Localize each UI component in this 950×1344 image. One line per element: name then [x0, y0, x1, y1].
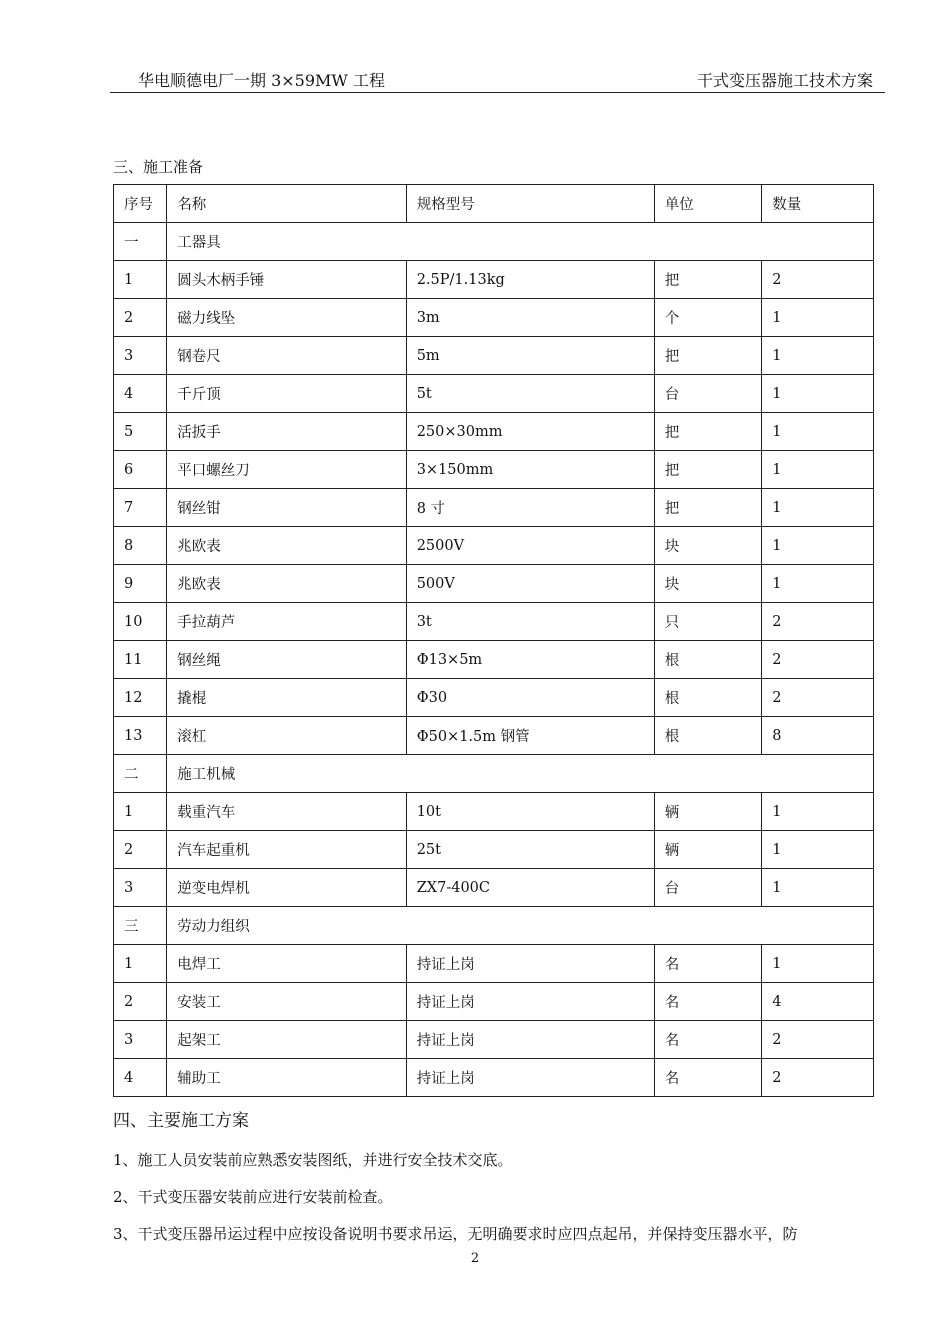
table-row — [114, 337, 874, 375]
cell-name: 滚杠 — [167, 717, 406, 755]
cell-qty: 1 — [762, 527, 874, 565]
cell-unit: 把 — [654, 413, 762, 451]
table-group-row — [114, 907, 874, 945]
cell-no: 6 — [114, 451, 167, 489]
table-row — [114, 527, 874, 565]
cell-spec: 持证上岗 — [406, 945, 654, 983]
table-row — [114, 299, 874, 337]
cell-no: 11 — [114, 641, 167, 679]
cell-name: 辅助工 — [167, 1059, 406, 1097]
cell-no: 1 — [114, 945, 167, 983]
table-row — [114, 375, 874, 413]
cell-unit: 块 — [654, 565, 762, 603]
cell-no: 8 — [114, 527, 167, 565]
cell-spec: 5t — [406, 375, 654, 413]
cell-name: 磁力线坠 — [167, 299, 406, 337]
group-number: 一 — [114, 223, 167, 261]
table-group-row — [114, 223, 874, 261]
cell-qty: 2 — [762, 603, 874, 641]
cell-qty: 2 — [762, 1021, 874, 1059]
cell-spec: Φ30 — [406, 679, 654, 717]
cell-qty: 1 — [762, 869, 874, 907]
cell-qty: 1 — [762, 793, 874, 831]
cell-qty: 4 — [762, 983, 874, 1021]
page-header — [110, 66, 885, 93]
cell-no: 7 — [114, 489, 167, 527]
cell-unit: 只 — [654, 603, 762, 641]
cell-qty: 1 — [762, 945, 874, 983]
table-row — [114, 945, 874, 983]
cell-spec: 10t — [406, 793, 654, 831]
cell-qty: 1 — [762, 413, 874, 451]
cell-unit: 把 — [654, 451, 762, 489]
cell-name: 千斤顶 — [167, 375, 406, 413]
cell-no: 2 — [114, 299, 167, 337]
cell-qty: 2 — [762, 641, 874, 679]
cell-name: 平口螺丝刀 — [167, 451, 406, 489]
cell-unit: 把 — [654, 261, 762, 299]
cell-qty: 1 — [762, 831, 874, 869]
header-cell-name: 名称 — [167, 185, 406, 223]
cell-unit: 名 — [654, 945, 762, 983]
table-row — [114, 869, 874, 907]
table-row — [114, 983, 874, 1021]
cell-unit: 把 — [654, 489, 762, 527]
group-title: 劳动力组织 — [167, 907, 874, 945]
table-row — [114, 831, 874, 869]
cell-name: 钢卷尺 — [167, 337, 406, 375]
cell-spec: 3×150mm — [406, 451, 654, 489]
cell-name: 圆头木柄手锤 — [167, 261, 406, 299]
header-cell-spec: 规格型号 — [406, 185, 654, 223]
section-3-title: 三、施工准备 — [113, 158, 204, 176]
header-cell-unit: 单位 — [654, 185, 762, 223]
cell-name: 钢丝绳 — [167, 641, 406, 679]
group-title: 工器具 — [167, 223, 874, 261]
cell-spec: 持证上岗 — [406, 1059, 654, 1097]
cell-no: 3 — [114, 1021, 167, 1059]
cell-unit: 名 — [654, 1059, 762, 1097]
page-number: 2 — [470, 1251, 480, 1266]
table-row — [114, 603, 874, 641]
cell-unit: 台 — [654, 869, 762, 907]
cell-no: 2 — [114, 831, 167, 869]
cell-spec: 3t — [406, 603, 654, 641]
table-header-row — [114, 185, 874, 223]
cell-no: 5 — [114, 413, 167, 451]
cell-spec: Φ13×5m — [406, 641, 654, 679]
cell-spec: 8 寸 — [406, 489, 654, 527]
cell-name: 汽车起重机 — [167, 831, 406, 869]
paragraph-3: 3、干式变压器吊运过程中应按设备说明书要求吊运，无明确要求时应四点起吊，并保持变压器水平，防 — [113, 1225, 798, 1243]
cell-no: 1 — [114, 261, 167, 299]
cell-qty: 1 — [762, 489, 874, 527]
table-row — [114, 261, 874, 299]
table-group-row — [114, 755, 874, 793]
cell-no: 12 — [114, 679, 167, 717]
table-row — [114, 641, 874, 679]
table-row — [114, 413, 874, 451]
table-row — [114, 1021, 874, 1059]
cell-unit: 个 — [654, 299, 762, 337]
cell-qty: 8 — [762, 717, 874, 755]
cell-name: 电焊工 — [167, 945, 406, 983]
cell-unit: 块 — [654, 527, 762, 565]
cell-name: 兆欧表 — [167, 565, 406, 603]
section-4-title: 四、主要施工方案 — [113, 1111, 249, 1131]
cell-no: 10 — [114, 603, 167, 641]
cell-qty: 2 — [762, 679, 874, 717]
cell-no: 4 — [114, 375, 167, 413]
group-number: 二 — [114, 755, 167, 793]
cell-qty: 1 — [762, 337, 874, 375]
cell-name: 兆欧表 — [167, 527, 406, 565]
cell-spec: 持证上岗 — [406, 1021, 654, 1059]
cell-name: 钢丝钳 — [167, 489, 406, 527]
cell-spec: Φ50×1.5m 钢管 — [406, 717, 654, 755]
cell-name: 载重汽车 — [167, 793, 406, 831]
cell-spec: 5m — [406, 337, 654, 375]
cell-spec: 2500V — [406, 527, 654, 565]
cell-name: 起架工 — [167, 1021, 406, 1059]
cell-unit: 名 — [654, 983, 762, 1021]
cell-name: 活扳手 — [167, 413, 406, 451]
cell-spec: ZX7-400C — [406, 869, 654, 907]
cell-unit: 根 — [654, 641, 762, 679]
cell-name: 安装工 — [167, 983, 406, 1021]
cell-no: 1 — [114, 793, 167, 831]
cell-unit: 名 — [654, 1021, 762, 1059]
cell-no: 3 — [114, 337, 167, 375]
cell-no: 13 — [114, 717, 167, 755]
paragraph-1: 1、施工人员安装前应熟悉安装图纸，并进行安全技术交底。 — [113, 1151, 513, 1169]
cell-qty: 1 — [762, 565, 874, 603]
table-row — [114, 717, 874, 755]
group-number: 三 — [114, 907, 167, 945]
table-row — [114, 489, 874, 527]
cell-unit: 辆 — [654, 831, 762, 869]
cell-spec: 3m — [406, 299, 654, 337]
cell-qty: 1 — [762, 299, 874, 337]
header-project-title: 华电顺德电厂一期 3×59MW 工程 — [138, 71, 385, 90]
header-cell-qty: 数量 — [762, 185, 874, 223]
cell-spec: 250×30mm — [406, 413, 654, 451]
cell-no: 4 — [114, 1059, 167, 1097]
cell-name: 撬棍 — [167, 679, 406, 717]
header-document-title: 干式变压器施工技术方案 — [696, 71, 873, 90]
cell-name: 逆变电焊机 — [167, 869, 406, 907]
cell-unit: 把 — [654, 337, 762, 375]
group-title: 施工机械 — [167, 755, 874, 793]
cell-name: 手拉葫芦 — [167, 603, 406, 641]
table-row — [114, 565, 874, 603]
table-row — [114, 451, 874, 489]
cell-spec: 持证上岗 — [406, 983, 654, 1021]
cell-qty: 2 — [762, 1059, 874, 1097]
cell-qty: 2 — [762, 261, 874, 299]
cell-no: 3 — [114, 869, 167, 907]
cell-no: 2 — [114, 983, 167, 1021]
equipment-table — [113, 184, 874, 1097]
cell-qty: 1 — [762, 451, 874, 489]
cell-spec: 2.5P/1.13kg — [406, 261, 654, 299]
table-row — [114, 793, 874, 831]
paragraph-2: 2、干式变压器安装前应进行安装前检查。 — [113, 1188, 393, 1206]
cell-spec: 25t — [406, 831, 654, 869]
table-row — [114, 1059, 874, 1097]
cell-unit: 辆 — [654, 793, 762, 831]
header-cell-no: 序号 — [114, 185, 167, 223]
cell-unit: 根 — [654, 679, 762, 717]
cell-qty: 1 — [762, 375, 874, 413]
cell-spec: 500V — [406, 565, 654, 603]
cell-unit: 根 — [654, 717, 762, 755]
cell-no: 9 — [114, 565, 167, 603]
table-row — [114, 679, 874, 717]
cell-unit: 台 — [654, 375, 762, 413]
